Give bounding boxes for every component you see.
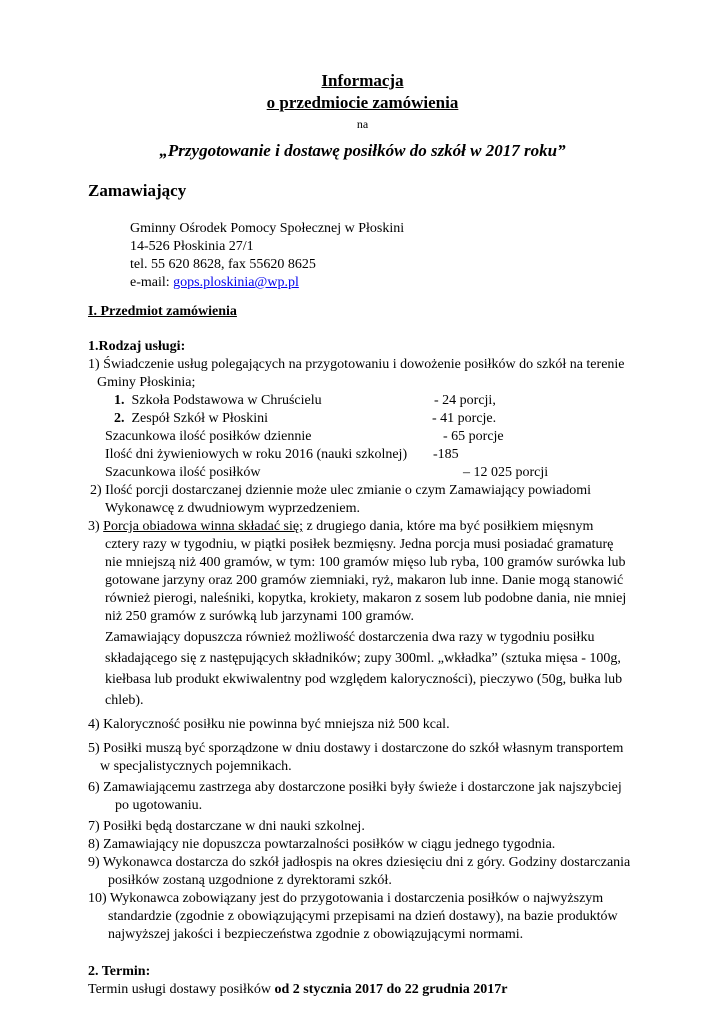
service-type-heading: 1.Rodzaj usługi:	[88, 339, 186, 354]
stat-value: - 65 porcje	[443, 429, 504, 444]
item-3-line-1	[88, 518, 593, 536]
document-title: Informacja	[321, 71, 404, 90]
orderer-address: 14-526 Płoskinia 27/1	[130, 239, 254, 254]
email-label: e-mail:	[130, 275, 174, 290]
item-3-line-5: również pierogi, naleśniki, kopytka, krokiety, makaron z sosem lub podobne dania, nie mniej	[105, 591, 627, 606]
stat-label: Szacunkowa ilość posiłków dziennie	[105, 429, 312, 444]
item-6-line-2: po ugotowaniu.	[115, 798, 203, 813]
item-10-line-2: standardzie (zgodnie z obowiązującymi przepisami na dzień dostawy), na bazie produktów	[108, 909, 618, 924]
title-connector: na	[356, 117, 369, 131]
email-link[interactable]: gops.ploskinia@wp.pl	[173, 275, 299, 290]
school-portions: - 24 porcji,	[434, 393, 496, 408]
item-3-line-10: chleb).	[105, 693, 144, 708]
item-4: 4) Kaloryczność posiłku nie powinna być mniejsza niż 500 kcal.	[88, 717, 450, 732]
item-3-number: 3)	[88, 519, 104, 534]
item-3-line-3: nie mniejszą niż 400 gramów, w tym: 100 gramów mięso lub ryba, 100 gramów surówka lub	[105, 555, 626, 570]
stat-label: Szacunkowa ilość posiłków	[105, 465, 261, 480]
order-subject: „Przygotowanie i dostawę posiłków do szkół w 2017 roku”	[159, 141, 566, 160]
term-dates: od 2 stycznia 2017 do 22 grudnia 2017r	[274, 982, 508, 997]
school-row	[114, 392, 322, 410]
school-row	[114, 410, 268, 428]
item-8: 8) Zamawiający nie dopuszcza powtarzalności posiłków w ciągu jednego tygodnia.	[88, 837, 556, 852]
item-5-line-2: w specjalistycznych pojemnikach.	[100, 759, 292, 774]
term-line	[88, 981, 507, 999]
item-3-line-9: kiełbasa lub produkt ekwiwalentny pod względem kaloryczności), pieczywo (50g, bułka lub	[105, 672, 623, 687]
school-number: 1.	[114, 393, 125, 408]
stat-label: Ilość dni żywieniowych w roku 2016 (nauki szkolnej)	[105, 447, 408, 462]
school-portions: - 41 porcje.	[432, 411, 497, 426]
item-1-line-2: Gminy Płoskinia;	[97, 375, 196, 390]
stat-value: -185	[433, 447, 459, 462]
item-9-line-2: posiłków zostaną uzgodnione z dyrektorami szkół.	[108, 873, 392, 888]
school-name: Szkoła Podstawowa w Chruścielu	[131, 393, 322, 408]
item-3-line-7: Zamawiający dopuszcza również możliwość dostarczenia dwa razy w tygodniu posiłku	[105, 630, 595, 645]
section-1-heading: I. Przedmiot zamówienia	[88, 304, 237, 319]
item-3-line-6: niż 250 gramów z surówką lub jarzynami 100 gramów.	[105, 609, 414, 624]
item-3-line-4: gotowane jarzyny oraz 200 gramów ziemniaki, ryż, makaron lub inne. Danie mogą stanowić	[105, 573, 624, 588]
item-10-line-3: najwyższej jakości i bezpieczeństwa zgodnie z obowiązującymi normami.	[108, 927, 524, 942]
item-7: 7) Posiłki będą dostarczane w dni nauki szkolnej.	[88, 819, 365, 834]
item-10-line-1: 10) Wykonawca zobowiązany jest do przygotowania i dostarczenia posiłków o najwyższym	[88, 891, 604, 906]
orderer-heading: Zamawiający	[88, 181, 187, 200]
orderer-email-line	[130, 274, 299, 292]
item-3-rest: z drugiego dania, które ma być posiłkiem mięsnym	[303, 519, 594, 534]
term-prefix: Termin usługi dostawy posiłków	[88, 982, 275, 997]
item-5-line-1: 5) Posiłki muszą być sporządzone w dniu dostawy i dostarczone do szkół własnym transportem	[88, 741, 624, 756]
item-3-line-2: cztery razy w tygodniu, w piątki posiłek bezmięsny. Jedna porcja musi posiadać gramaturę	[105, 537, 614, 552]
orderer-name: Gminny Ośrodek Pomocy Społecznej w Płoskini	[130, 221, 405, 236]
item-2-line-2: Wykonawcę z dwudniowym wyprzedzeniem.	[105, 501, 360, 516]
school-name: Zespół Szkół w Płoskini	[131, 411, 269, 426]
item-6-line-1: 6) Zamawiającemu zastrzega aby dostarczone posiłki były świeże i dostarczone jak najszybciej	[88, 780, 622, 795]
item-1-line-1: 1) Świadczenie usług polegających na przygotowaniu i dowożenie posiłków do szkół na terenie	[88, 357, 625, 372]
item-3-line-8: składającego się z następujących składników; zupy 300ml. „wkładka” (sztuka mięsa - 100g,	[105, 651, 621, 666]
item-2-line-1: 2) Ilość porcji dostarczanej dziennie może ulec zmianie o czym Zamawiający powiadomi	[90, 483, 592, 498]
stat-value: – 12 025 porcji	[463, 465, 549, 480]
item-3-emphasis: Porcja obiadowa winna składać się;	[103, 519, 303, 534]
item-9-line-1: 9) Wykonawca dostarcza do szkół jadłospis na okres dziesięciu dni z góry. Godziny dostarczania	[88, 855, 631, 870]
school-number: 2.	[114, 411, 125, 426]
orderer-phone: tel. 55 620 8628, fax 55620 8625	[130, 257, 316, 272]
section-2-heading: 2. Termin:	[88, 964, 151, 979]
document-title-line2: o przedmiocie zamówienia	[266, 93, 459, 112]
